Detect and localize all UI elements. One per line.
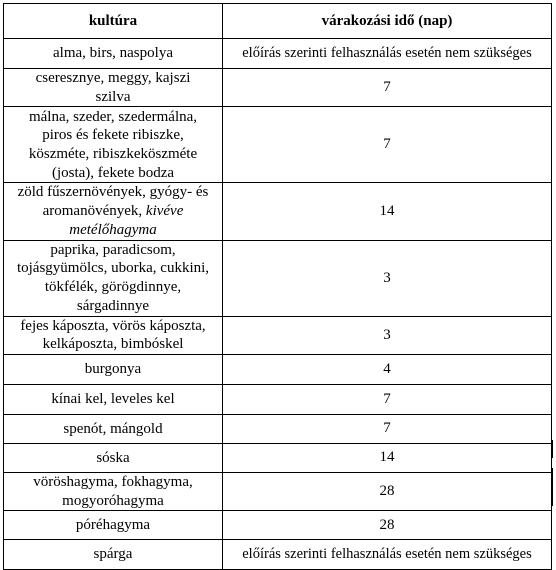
crop-cell: sóska bbox=[4, 443, 223, 472]
header-waiting-period: várakozási idő (nap) bbox=[223, 4, 552, 39]
waiting-period-cell: 28 bbox=[223, 472, 552, 510]
waiting-period-cell: 7 bbox=[223, 107, 552, 183]
waiting-period-cell: 14 bbox=[223, 183, 552, 240]
waiting-period-cell: 28 bbox=[223, 511, 552, 540]
table-row bbox=[4, 69, 552, 107]
crop-text-emphasis: kivéve metélőhagyma bbox=[69, 203, 184, 238]
crop-text: málna, szeder, szedermálna, piros és fekete ribiszke, köszméte, ribiszkeköszméte (josta), fekete bodza bbox=[28, 108, 198, 181]
crop-cell: burgonya bbox=[4, 354, 223, 384]
table-row bbox=[4, 316, 552, 354]
crop-text: paprika, paradicsom, tojásgyümölcs, uborka, cukkini, tökfélék, görögdinnye, sárgadinnye bbox=[16, 241, 210, 314]
crop-cell: fejes káposzta, vörös káposzta, kelkáposzta, bimbóskel bbox=[4, 316, 223, 354]
table-row bbox=[4, 384, 552, 414]
crop-text: cseresznye, meggy, kajszi szilva bbox=[35, 70, 191, 105]
crop-cell bbox=[4, 240, 223, 316]
table-row bbox=[4, 39, 552, 69]
table-row bbox=[4, 183, 552, 240]
table-row bbox=[4, 107, 552, 183]
table-row bbox=[4, 511, 552, 540]
table-row bbox=[4, 354, 552, 384]
crop-cell: póréhagyma bbox=[4, 511, 223, 540]
table-row bbox=[4, 240, 552, 316]
waiting-period-cell: 3 bbox=[223, 316, 552, 354]
crop-cell bbox=[4, 183, 223, 240]
waiting-period-cell: előírás szerinti felhasználás esetén nem szükséges bbox=[223, 540, 552, 570]
crop-cell: alma, birs, naspolya bbox=[4, 39, 223, 69]
crop-cell: kínai kel, leveles kel bbox=[4, 384, 223, 414]
table-row bbox=[4, 472, 552, 510]
page-edge-mark bbox=[552, 468, 553, 506]
table-row bbox=[4, 443, 552, 472]
crop-cell bbox=[4, 472, 223, 510]
table-row bbox=[4, 414, 552, 443]
waiting-period-cell: 7 bbox=[223, 384, 552, 414]
waiting-period-cell: 3 bbox=[223, 240, 552, 316]
table-row bbox=[4, 540, 552, 570]
crop-text-main: zöld fűszernövények, gyógy- és aromanövények, bbox=[17, 184, 209, 220]
waiting-period-cell: 4 bbox=[223, 354, 552, 384]
crop-text: vöröshagyma, fokhagyma, mogyoróhagyma bbox=[33, 473, 193, 509]
waiting-period-cell: 7 bbox=[223, 69, 552, 107]
waiting-period-cell: 14 bbox=[223, 443, 552, 472]
crop-cell: spenót, mángold bbox=[4, 414, 223, 443]
crop-text bbox=[8, 183, 218, 239]
waiting-period-cell: 7 bbox=[223, 414, 552, 443]
crop-cell bbox=[4, 69, 223, 107]
page-edge-mark bbox=[552, 440, 553, 458]
waiting-period-table bbox=[3, 3, 552, 570]
header-crop: kultúra bbox=[4, 4, 223, 39]
crop-cell bbox=[4, 107, 223, 183]
table-header-row bbox=[4, 4, 552, 39]
crop-cell: spárga bbox=[4, 540, 223, 570]
waiting-period-cell: előírás szerinti felhasználás esetén nem szükséges bbox=[223, 39, 552, 69]
